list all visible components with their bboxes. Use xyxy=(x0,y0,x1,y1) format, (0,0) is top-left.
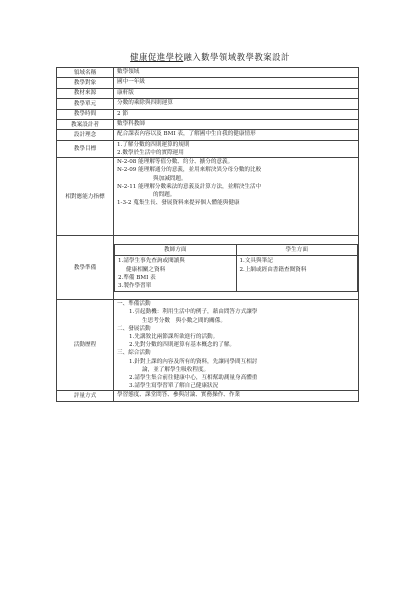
process-item: 3.請學生寫學習單了解自己健康狀況 xyxy=(129,383,219,390)
process-item-continued: 論，並了解學生吸收程度。 xyxy=(142,366,210,373)
row-label: 活動歷程 xyxy=(57,300,114,391)
process-item: 2.先對分數的四則運算有基本概念的了解。 xyxy=(129,342,236,349)
process-item: 1.針對上課的內容及所有的資料，先讓同學間互相討 xyxy=(129,358,258,365)
row-label: 教學目標 xyxy=(57,140,114,157)
teacher-item: 2.準備 BMI 表 xyxy=(118,274,156,281)
lesson-plan-table xyxy=(56,67,359,402)
row-label: 領域名稱 xyxy=(57,68,114,78)
teacher-item-continued: 健康相關之資料 xyxy=(126,266,166,273)
process-cell xyxy=(114,300,359,391)
goal-item: 2.數學於生活中的實際運用 xyxy=(117,149,184,156)
row-value: 數學科教師 xyxy=(114,119,359,129)
student-items xyxy=(236,256,358,292)
teacher-items xyxy=(115,256,237,292)
row-label: 教案設計者 xyxy=(57,119,114,129)
abilities-cell xyxy=(114,158,359,236)
row-unit xyxy=(57,99,359,109)
row-value: 2 節 xyxy=(114,109,359,119)
row-audience xyxy=(57,78,359,88)
row-evaluation xyxy=(57,391,359,401)
process-heading: 二、發展活動 xyxy=(117,325,151,332)
row-value: 學習態度、課堂問答、參與討論、實務操作、作業 xyxy=(114,391,359,401)
row-value: 國中一年級 xyxy=(114,78,359,88)
title-underlined-part: 健康促進學校 xyxy=(130,52,184,62)
goals-cell xyxy=(114,140,359,157)
preparation-cell xyxy=(114,236,359,300)
ability-item: N-2-08 能理解等值分數、約分、擴分的意義。 xyxy=(117,159,234,166)
row-time xyxy=(57,109,359,119)
row-subject xyxy=(57,68,359,78)
student-item: 2.上網或經由書籍查閱資料 xyxy=(239,266,307,273)
process-item: 1.引起動機：利用生活中的例子，藉由問答方式讓學 xyxy=(129,309,258,316)
goal-item: 1.了解分數的四則運算的規則 xyxy=(117,141,190,148)
title-rest: 融入數學領域教學教案設計 xyxy=(183,52,290,62)
row-label: 教學準備 xyxy=(57,236,114,300)
ability-item: N-2-11 能理解分數乘法的意義及計算方法，並解決生活中 xyxy=(117,183,262,190)
row-abilities xyxy=(57,158,359,236)
row-value: 配合課表內容以及 BMI 表，了解國中生自我的健康情形 xyxy=(114,130,359,140)
row-value: 數學領域 xyxy=(114,68,359,78)
row-label: 教學單元 xyxy=(57,99,114,109)
row-value: 分數的乘除與四則運算 xyxy=(114,99,359,109)
row-source xyxy=(57,88,359,98)
process-heading: 一、準備活動 xyxy=(117,301,151,308)
ability-item-continued: 的問題。 xyxy=(153,191,176,198)
row-designer xyxy=(57,119,359,129)
row-label: 教學對象 xyxy=(57,78,114,88)
row-label: 相對應能力指標 xyxy=(57,158,114,236)
row-label: 教材來源 xyxy=(57,88,114,98)
row-goals xyxy=(57,140,359,157)
row-value: 康軒版 xyxy=(114,88,359,98)
process-item: 2.請學生集合前往健康中心，互相幫助測量身高體重 xyxy=(129,374,258,381)
row-process xyxy=(57,300,359,391)
teacher-header: 教師方面 xyxy=(115,245,237,256)
row-label: 評量方式 xyxy=(57,391,114,401)
document-title xyxy=(0,51,420,63)
student-header: 學生方面 xyxy=(236,245,358,256)
teacher-item: 3.製作學習單 xyxy=(118,282,152,289)
process-heading: 三、綜合活動 xyxy=(117,350,151,357)
process-item-continued: 生思考分數 與小數之間的關係。 xyxy=(142,317,226,324)
teacher-item: 1.請學生事先查詢或閱讀與 xyxy=(118,258,185,265)
row-preparation xyxy=(57,236,359,300)
ability-item: 1-3-2 蒐集生長、發展資料來提昇個人體能與健康 xyxy=(117,200,240,207)
ability-item: N-2-09 能理解通分的意義，並用來解決異分母分數的比較 xyxy=(117,167,262,174)
row-label: 設計理念 xyxy=(57,130,114,140)
student-item: 1.文具與筆記 xyxy=(239,258,273,265)
process-item: 1.先講敘比兩節課所欲進行的活動。 xyxy=(129,333,219,340)
ability-item-continued: 與加減問題。 xyxy=(153,175,187,182)
preparation-table xyxy=(114,244,358,292)
row-label: 教學時間 xyxy=(57,109,114,119)
row-concept xyxy=(57,130,359,140)
